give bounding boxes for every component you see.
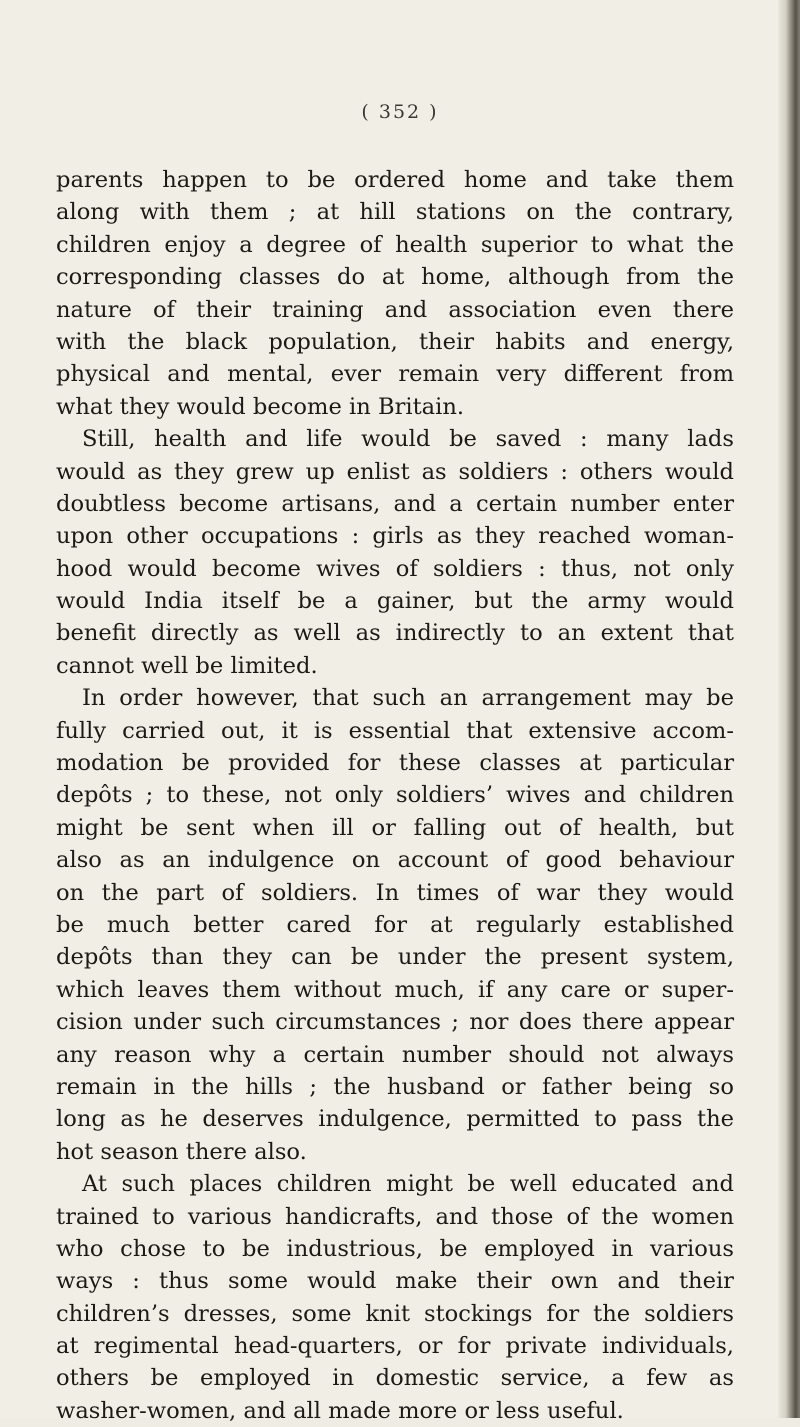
text-line: washer-women, and all made more or less useful. xyxy=(56,1397,624,1424)
paragraph xyxy=(56,1168,734,1427)
text-line: upon other occupations : girls as they reached woman- xyxy=(56,523,734,550)
text-line: what they would become in Britain. xyxy=(56,393,465,420)
page-binding-edge xyxy=(778,0,800,1418)
text-line: hot season there also. xyxy=(56,1138,307,1165)
text-line: cision under such circumstances ; nor does there appear xyxy=(56,1009,734,1036)
text-line: depôts ; to these, not only soldiers’ wives and children xyxy=(56,782,734,809)
text-line: at regimental head-quarters, or for private individuals, xyxy=(56,1333,734,1360)
text-line: nature of their training and association even there xyxy=(56,296,734,323)
text-line: children enjoy a degree of health superior to what the xyxy=(56,231,734,258)
paragraph xyxy=(56,164,734,423)
text-line: remain in the hills ; the husband or father being so xyxy=(56,1073,734,1100)
text-line: others be employed in domestic service, a few as xyxy=(56,1365,734,1392)
text-line: modation be provided for these classes at particular xyxy=(56,750,734,777)
text-line: cannot well be limited. xyxy=(56,652,318,679)
paragraph xyxy=(56,682,734,1168)
text-line: parents happen to be ordered home and take them xyxy=(56,167,734,193)
text-line: benefit directly as well as indirectly to an extent that xyxy=(56,620,734,647)
text-line: physical and mental, ever remain very different from xyxy=(56,361,734,388)
text-line: In order however, that such an arrangement may be xyxy=(82,685,734,712)
text-line: be much better cared for at regularly established xyxy=(56,911,734,938)
text-line: long as he deserves indulgence, permitted to pass the xyxy=(56,1106,734,1133)
text-line: would as they grew up enlist as soldiers : others would xyxy=(56,458,734,485)
body-text xyxy=(56,164,734,1427)
paragraph xyxy=(56,423,734,682)
text-line: any reason why a certain number should not always xyxy=(56,1041,734,1068)
text-line: which leaves them without much, if any care or super- xyxy=(56,976,734,1003)
text-line: along with them ; at hill stations on the contrary, xyxy=(56,199,734,226)
text-line: corresponding classes do at home, although from the xyxy=(56,264,734,291)
text-line: doubtless become artisans, and a certain number enter xyxy=(56,490,734,517)
text-line: At such places children might be well educated and xyxy=(82,1171,734,1198)
text-line: with the black population, their habits and energy, xyxy=(56,328,734,355)
text-line: on the part of soldiers. In times of war they would xyxy=(56,879,734,906)
text-line: ways : thus some would make their own and their xyxy=(56,1268,734,1295)
text-line: trained to various handicrafts, and those of the women xyxy=(56,1203,734,1230)
text-line: fully carried out, it is essential that extensive accom- xyxy=(56,717,734,744)
text-line: Still, health and life would be saved : many lads xyxy=(82,426,734,453)
text-line: also as an indulgence on account of good behaviour xyxy=(56,847,734,874)
page-number: ( 352 ) xyxy=(361,101,439,123)
text-line: hood would become wives of soldiers : thus, not only xyxy=(56,555,734,582)
text-line: who chose to be industrious, be employed in various xyxy=(56,1235,734,1262)
text-line: children’s dresses, some knit stockings for the soldiers xyxy=(56,1300,734,1327)
text-line: might be sent when ill or falling out of health, but xyxy=(56,814,734,841)
text-line: would India itself be a gainer, but the army would xyxy=(56,588,734,615)
text-line: depôts than they can be under the present system, xyxy=(56,944,734,971)
